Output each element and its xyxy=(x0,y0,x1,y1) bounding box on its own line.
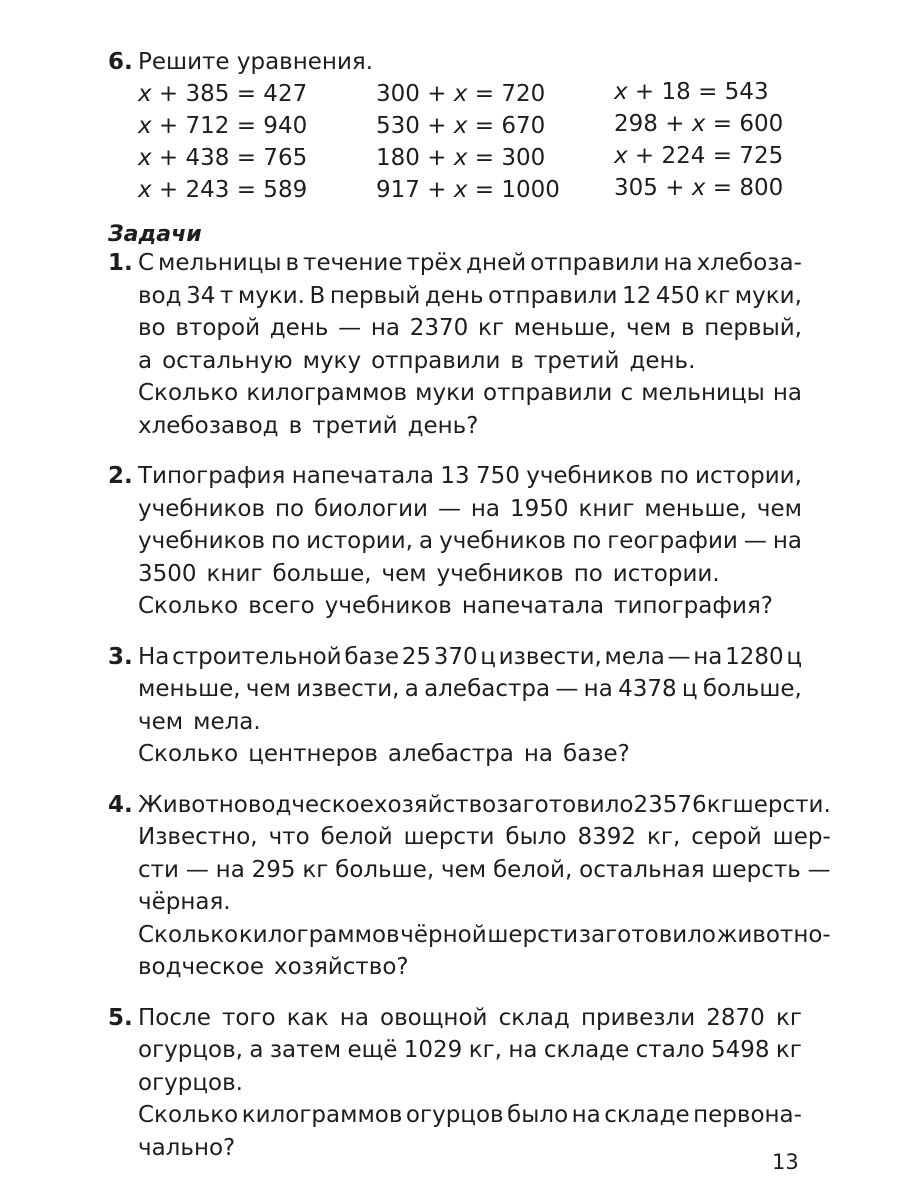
problem-text xyxy=(138,1002,802,1165)
section-title: Задачи xyxy=(108,222,202,247)
exercise-6 xyxy=(108,46,808,206)
problem-line: чёрная. xyxy=(138,889,231,915)
equation-rest: + 243 = 589 xyxy=(151,177,308,203)
problem-line: сти — на 295 кг больше, чем белой, остальная шерсть — xyxy=(138,856,831,883)
problem-number: 2. xyxy=(108,463,133,489)
equation xyxy=(376,142,614,174)
problem-text xyxy=(138,789,831,984)
equation-variable: x xyxy=(138,145,152,171)
equation-rest: = 300 xyxy=(467,145,546,171)
problem-line: чем мела. xyxy=(138,708,261,735)
problem-line: Животноводческое хозяйство заготовило 23 576 кг шерсти. xyxy=(138,791,831,818)
problem-line: огурцов. xyxy=(138,1069,243,1096)
problem-3 xyxy=(108,641,802,771)
equation-variable: x xyxy=(453,113,468,139)
equation xyxy=(614,172,814,204)
equation xyxy=(376,78,614,110)
equation-variable: x xyxy=(453,177,468,203)
equation-left-term: 300 + xyxy=(376,81,454,107)
problem-2 xyxy=(108,460,802,623)
equation xyxy=(614,76,814,108)
problem-line: учебников по биологии — на 1950 книг меньше, чем xyxy=(138,495,802,522)
problem-number: 4. xyxy=(108,791,133,818)
problem-number: 3. xyxy=(108,643,133,670)
problem-line: Сколько килограммов огурцов было на складе первона- xyxy=(138,1102,802,1128)
problem-4 xyxy=(108,789,831,984)
equation-rest: + 224 = 725 xyxy=(627,143,784,169)
problem-line: вод 34 т муки. В первый день отправили 12 450 кг муки, xyxy=(138,282,802,309)
equation xyxy=(614,108,814,140)
equation-rest: = 600 xyxy=(705,111,784,137)
problem-line: Сколько всего учебников напечатала типография? xyxy=(138,593,773,619)
problem-line: огурцов, а затем ещё 1029 кг, на складе стало 5498 кг xyxy=(138,1037,802,1063)
equation-column xyxy=(138,78,376,206)
equation-rest: + 385 = 427 xyxy=(151,81,308,107)
equation xyxy=(138,174,376,206)
problem-text xyxy=(138,247,802,442)
problem-line: На строительной базе 25 370 ц извести, мела — на 1280 ц xyxy=(138,643,802,670)
equation-variable: x xyxy=(691,175,706,201)
problem-line: Сколько центнеров алебастра на базе? xyxy=(138,741,630,767)
problem-line: Типография напечатала 13 750 учебников по истории, xyxy=(138,463,802,489)
problem-5 xyxy=(108,1002,802,1165)
problem-line: меньше, чем извести, а алебастра — на 4378 ц больше, xyxy=(138,676,802,702)
equation-left-term: 530 + xyxy=(376,113,454,139)
problem-line: Известно, что белой шерсти было 8392 кг, серой шер- xyxy=(138,824,831,850)
equation-variable: x xyxy=(614,143,628,169)
equation-variable: x xyxy=(614,79,628,105)
problem-line: хлебозавод в третий день? xyxy=(138,412,479,439)
equation-variable: x xyxy=(453,145,468,171)
problem-number: 5. xyxy=(108,1004,133,1031)
problem-number: 1. xyxy=(108,250,133,276)
problem-line: Сколько килограммов чёрной шерсти заготовило животно- xyxy=(138,921,831,948)
equation-column xyxy=(614,78,814,206)
equation-left-term: 305 + xyxy=(614,175,692,201)
problem-line: 3500 книг больше, чем учебников по истории. xyxy=(138,560,720,587)
problem-text xyxy=(138,641,802,771)
equation-rest: = 1000 xyxy=(467,177,560,203)
equations-grid xyxy=(138,78,808,206)
equation xyxy=(138,110,376,142)
equation xyxy=(138,142,376,174)
problem-1 xyxy=(108,247,802,442)
equation xyxy=(138,78,376,110)
equation-rest: + 438 = 765 xyxy=(151,145,308,171)
equation-column xyxy=(376,78,614,206)
equation xyxy=(376,174,614,206)
problem-line: учебников по истории, а учебников по географии — на xyxy=(138,528,802,554)
page-number: 13 xyxy=(772,1150,799,1174)
problem-text xyxy=(138,460,802,623)
equation-left-term: 298 + xyxy=(614,111,692,137)
equation-left-term: 917 + xyxy=(376,177,454,203)
equation xyxy=(376,110,614,142)
problem-line: а остальную муку отправили в третий день. xyxy=(138,347,696,374)
equation xyxy=(614,140,814,172)
exercise-6-heading xyxy=(108,46,808,78)
exercise-number: 6. xyxy=(108,49,133,75)
problem-line: После того как на овощной склад привезли 2870 кг xyxy=(138,1004,802,1031)
equation-variable: x xyxy=(691,111,706,137)
equation-rest: + 18 = 543 xyxy=(627,79,769,105)
equation-rest: = 800 xyxy=(705,175,784,201)
equation-variable: x xyxy=(138,177,152,203)
problems-list xyxy=(108,247,831,1182)
problem-line: во второй день — на 2370 кг меньше, чем в первый, xyxy=(138,315,802,341)
equation-left-term: 180 + xyxy=(376,145,454,171)
equation-rest: + 712 = 940 xyxy=(151,113,308,139)
equation-rest: = 670 xyxy=(467,113,546,139)
problem-line: Сколько килограммов муки отправили с мельницы на xyxy=(138,380,802,406)
problem-line: водческое хозяйство? xyxy=(138,954,409,980)
equation-rest: = 720 xyxy=(467,81,546,107)
equation-variable: x xyxy=(138,113,152,139)
problem-line: чально? xyxy=(138,1134,236,1161)
exercise-title: Решите уравнения. xyxy=(138,49,374,75)
equation-variable: x xyxy=(453,81,468,107)
equation-variable: x xyxy=(138,81,152,107)
problem-line: С мельницы в течение трёх дней отправили на хлебоза- xyxy=(138,250,802,276)
